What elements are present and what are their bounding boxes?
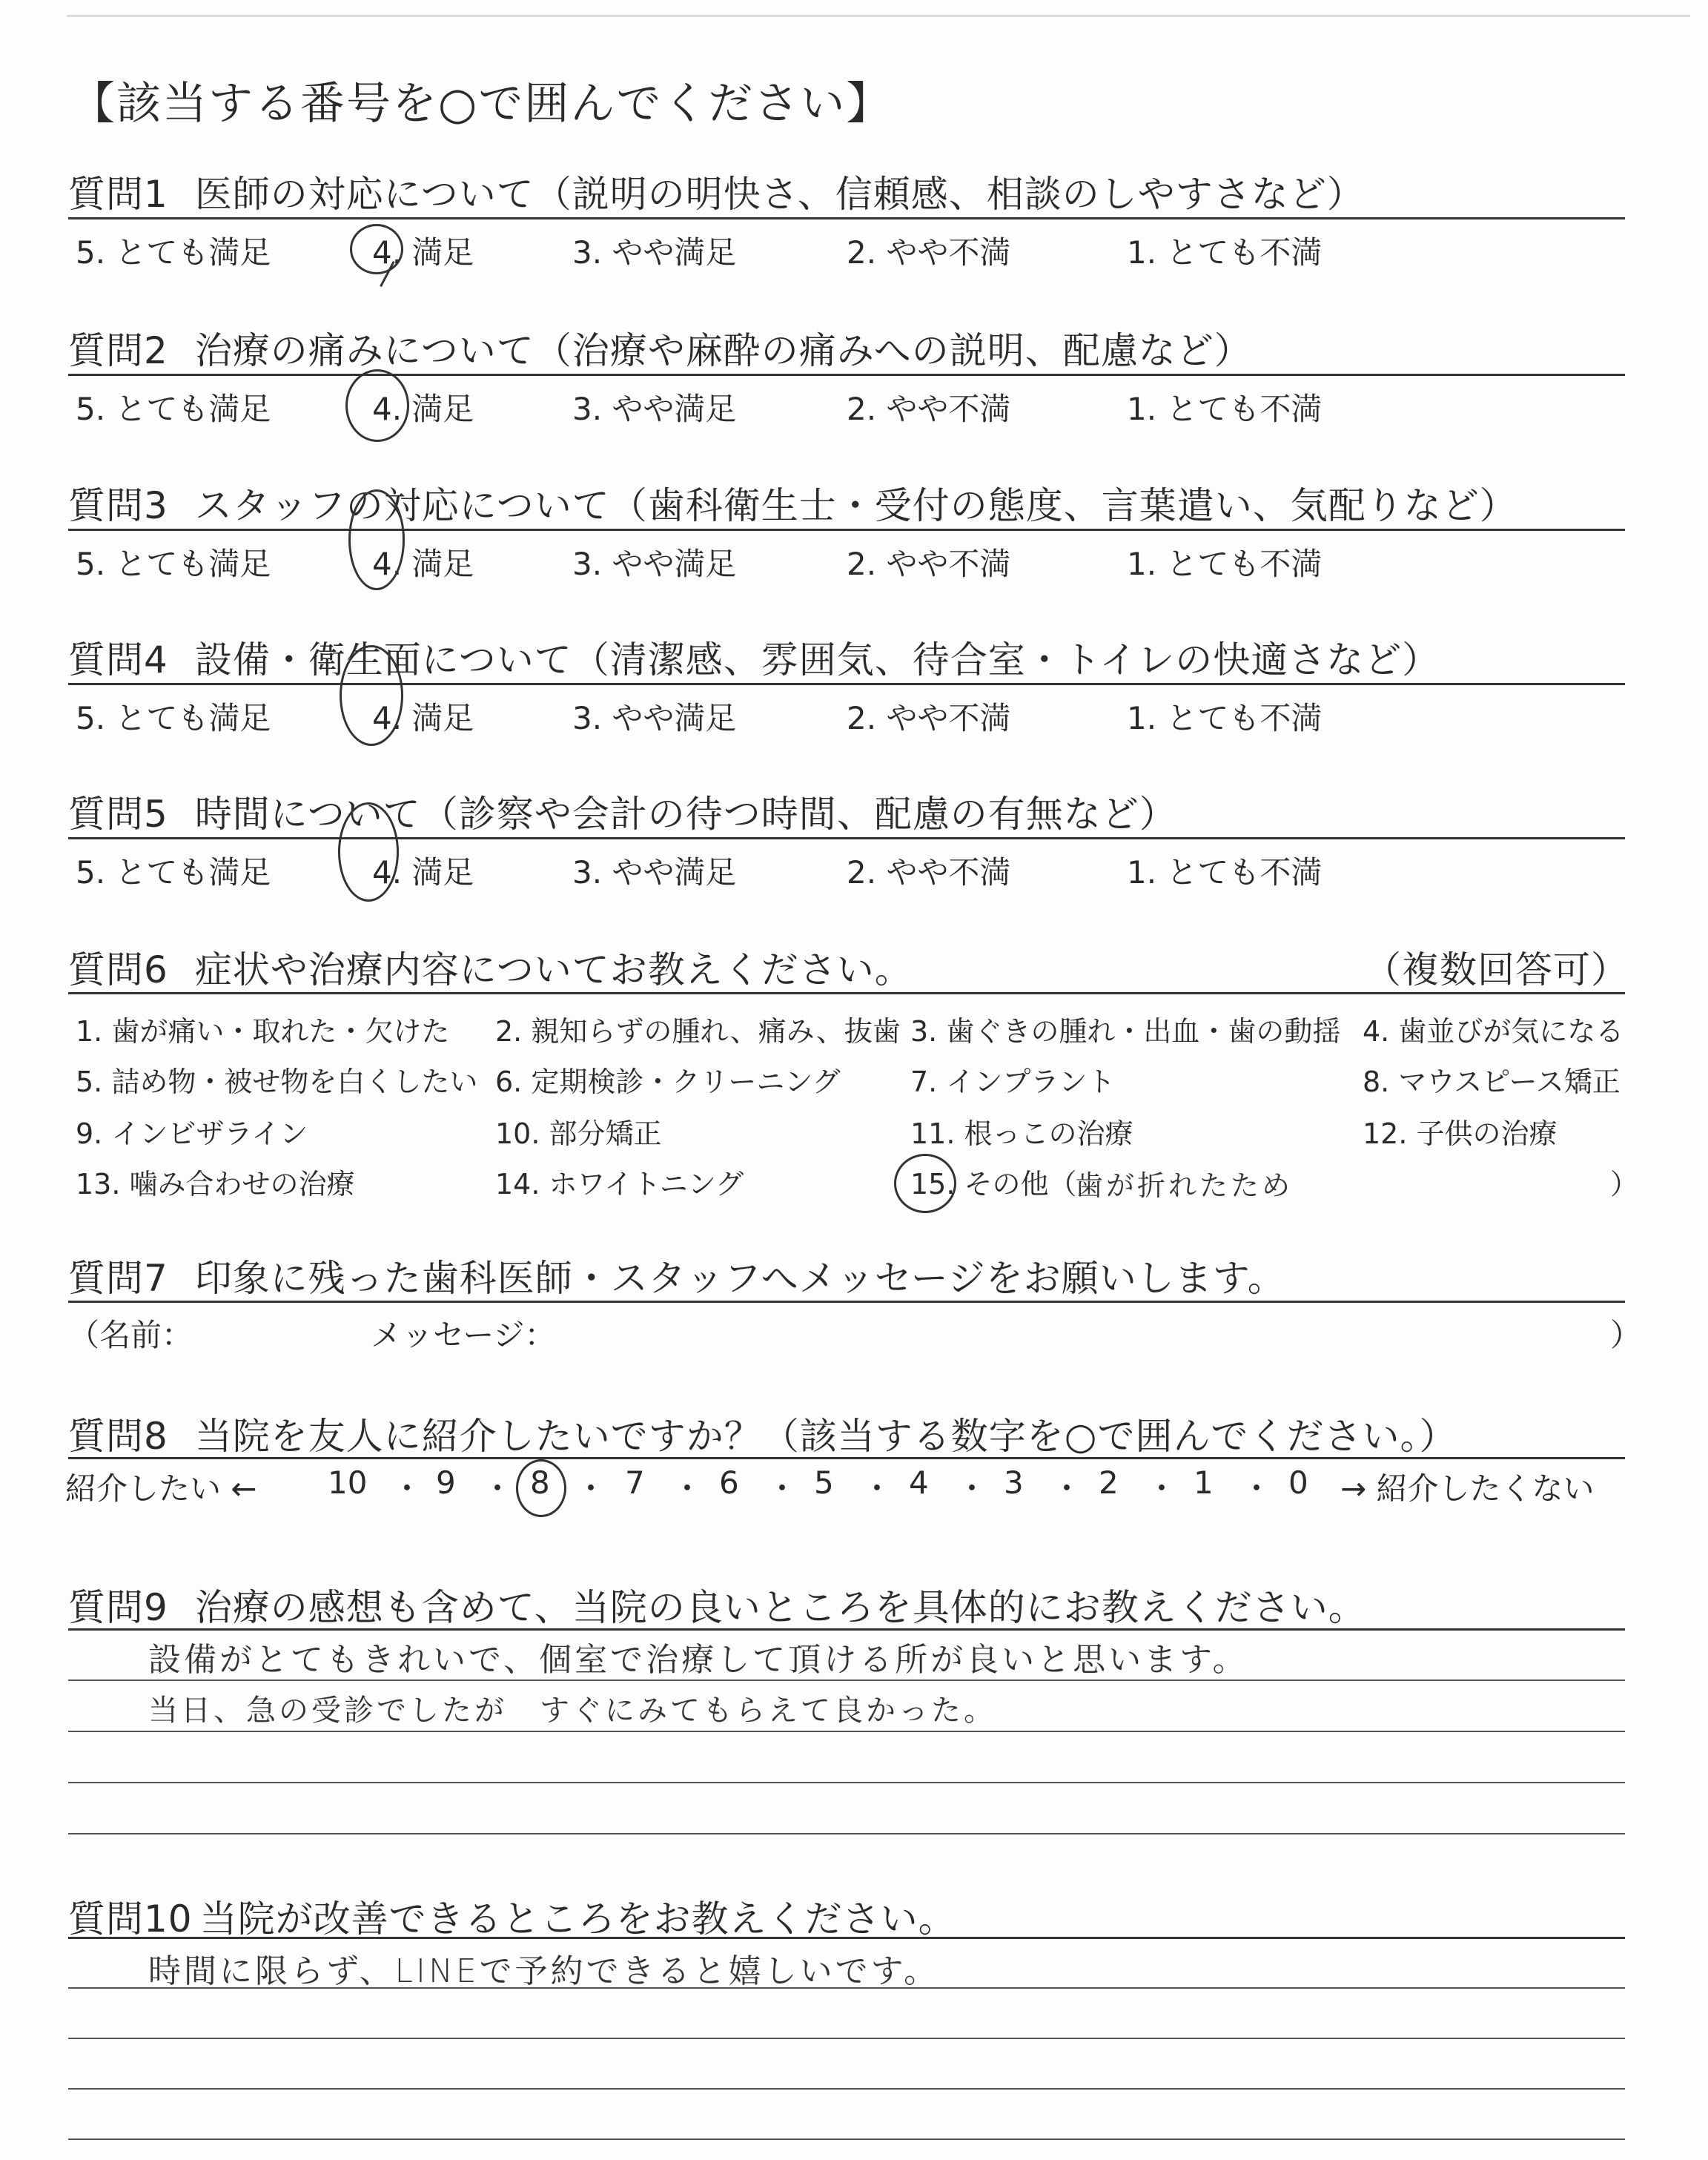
option-1[interactable]: 1. とても不満 [1127, 391, 1323, 427]
option-1[interactable]: 1. とても不満 [1127, 700, 1323, 736]
question-text: 当院が改善できるところをお教えください。 [199, 1898, 956, 1941]
scale-8[interactable]: 8 [530, 1464, 550, 1501]
scale-3[interactable]: 3 [1004, 1464, 1024, 1501]
answer-line [68, 1833, 1625, 1834]
question-1-rule [68, 217, 1625, 219]
question-text: 時間について（診察や会計の待つ時間、配慮の有無など） [194, 793, 1177, 836]
question-7-rule [68, 1301, 1625, 1303]
answer-line [68, 1731, 1625, 1732]
option-1[interactable]: 1. とても不満 [1127, 546, 1323, 582]
option-2[interactable]: 2. やや不満 [847, 391, 1011, 427]
question-text: スタッフの対応について（歯科衛生士・受付の態度、言葉遣い、気配りなど） [194, 484, 1517, 527]
option-1[interactable]: 1. とても不満 [1127, 854, 1323, 891]
answer-line [68, 2088, 1625, 2090]
answer-circle-mark [348, 489, 405, 590]
symptom-option[interactable]: 1. 歯が痛い・取れた・欠けた [76, 1015, 450, 1048]
scale-dot: ・ [575, 1470, 607, 1507]
name-label[interactable]: （名前： [68, 1317, 193, 1353]
question-number: 質問9 [68, 1586, 168, 1629]
scale-dot: ・ [767, 1470, 798, 1507]
message-close-paren: ） [1610, 1317, 1642, 1353]
answer-line [68, 1782, 1625, 1783]
symptom-option[interactable]: 4. 歯並びが気になる [1363, 1015, 1624, 1048]
question-number: 質問7 [68, 1257, 168, 1300]
answer-circle-mark [350, 224, 403, 274]
option-3[interactable]: 3. やや満足 [572, 391, 737, 427]
answer-circle-mark [345, 369, 409, 442]
question-text: 治療の痛みについて（治療や麻酔の痛みへの説明、配慮など） [194, 329, 1252, 372]
symptom-option[interactable]: 13. 噛み合わせの治療 [76, 1168, 355, 1200]
option-3[interactable]: 3. やや満足 [572, 546, 737, 582]
option-5[interactable]: 5. とても満足 [76, 854, 271, 891]
question-9-title [68, 1578, 1366, 1631]
page-top-edge [67, 15, 1690, 17]
question-2-title [68, 321, 1252, 374]
handwritten-answer-line[interactable]: 時間に限らず、LINEで予約できると嬉しいです。 [148, 1952, 940, 1990]
scale-1[interactable]: 1 [1194, 1464, 1214, 1501]
symptom-option[interactable]: 2. 親知らずの腫れ、痛み、抜歯 [495, 1015, 901, 1048]
question-5-rule [68, 837, 1625, 839]
question-text: 印象に残った歯科医師・スタッフへメッセージをお願いします。 [194, 1257, 1285, 1300]
option-2[interactable]: 2. やや不満 [847, 854, 1011, 891]
scale-10[interactable]: 10 [328, 1464, 368, 1501]
question-text: 治療の感想も含めて、当院の良いところを具体的にお教えください。 [194, 1586, 1366, 1629]
scale-dot: ・ [1051, 1470, 1083, 1507]
option-3[interactable]: 3. やや満足 [572, 700, 737, 736]
question-5-title [68, 785, 1177, 838]
question-number: 質問5 [68, 793, 168, 836]
symptom-option[interactable]: 6. 定期検診・クリーニング [495, 1066, 841, 1098]
question-10-rule [68, 1937, 1625, 1939]
question-6-title [68, 940, 913, 994]
answer-line [68, 2138, 1625, 2140]
question-text: 設備・衛生面について（清潔感、雰囲気、待合室・トイレの快適さなど） [194, 638, 1440, 681]
question-7-title [68, 1249, 1285, 1302]
symptom-option-other[interactable]: 15. その他（ [910, 1168, 1077, 1200]
option-2[interactable]: 2. やや不満 [847, 234, 1011, 271]
option-5[interactable]: 5. とても満足 [76, 546, 271, 582]
option-4[interactable]: 4. 満足 [372, 546, 474, 582]
scale-dot: ・ [1146, 1470, 1178, 1507]
message-label[interactable]: メッセージ： [371, 1317, 556, 1353]
option-5[interactable]: 5. とても満足 [76, 700, 271, 736]
option-3[interactable]: 3. やや満足 [572, 854, 737, 891]
question-10-title [68, 1889, 956, 1943]
question-text: 当院を友人に紹介したいですか？（該当する数字を○で囲んでください。） [194, 1415, 1457, 1458]
answer-line [68, 2038, 1625, 2039]
scale-dot: ・ [391, 1470, 423, 1507]
symptom-option[interactable]: 14. ホワイトニング [495, 1168, 744, 1200]
question-number: 質問2 [68, 329, 168, 372]
scale-5[interactable]: 5 [814, 1464, 834, 1501]
question-text: 症状や治療内容についてお教えください。 [194, 948, 913, 991]
other-close-paren: ） [1610, 1168, 1639, 1200]
option-2[interactable]: 2. やや不満 [847, 546, 1011, 582]
option-4[interactable]: 4. 満足 [372, 854, 474, 891]
question-8-rule [68, 1457, 1625, 1459]
answer-circle-mark [338, 802, 399, 902]
scale-dot: ・ [482, 1470, 514, 1507]
option-4[interactable]: 4. 満足 [372, 391, 474, 427]
option-5[interactable]: 5. とても満足 [76, 391, 271, 427]
question-number: 質問8 [68, 1415, 168, 1458]
question-number: 質問3 [68, 484, 168, 527]
handwritten-answer-line[interactable]: 設備がとてもきれいで、個室で治療して頂ける所が良いと思います。 [148, 1641, 1248, 1679]
option-5[interactable]: 5. とても満足 [76, 234, 271, 271]
symptom-option[interactable]: 3. 歯ぐきの腫れ・出血・歯の動揺 [910, 1015, 1341, 1048]
scale-7[interactable]: 7 [625, 1464, 645, 1501]
question-4-title [68, 630, 1440, 684]
recommend-left-label: 紹介したい ← [65, 1470, 257, 1507]
answer-circle-mark [516, 1459, 566, 1517]
answer-circle-mark [340, 645, 403, 746]
symptom-option[interactable]: 7. インプラント [910, 1066, 1116, 1098]
question-3-title [68, 476, 1517, 529]
symptom-option[interactable]: 9. インビザライン [76, 1117, 308, 1150]
other-handwritten-answer[interactable]: 歯が折れたため [1075, 1169, 1294, 1202]
scale-2[interactable]: 2 [1099, 1464, 1119, 1501]
question-number: 質問10 [68, 1898, 193, 1941]
scale-dot: ・ [1241, 1470, 1273, 1507]
recommend-right-label: → 紹介したくない [1340, 1470, 1595, 1507]
question-number: 質問4 [68, 638, 168, 681]
question-1-title [68, 165, 1365, 218]
scale-0[interactable]: 0 [1288, 1464, 1308, 1501]
multiple-answers-note: （複数回答可） [1364, 948, 1629, 991]
symptom-option[interactable]: 11. 根っこの治療 [910, 1117, 1133, 1150]
scale-9[interactable]: 9 [436, 1464, 456, 1501]
scale-dot: ・ [672, 1470, 704, 1507]
option-1[interactable]: 1. とても不満 [1127, 234, 1323, 271]
question-4-rule [68, 683, 1625, 685]
question-8-title [68, 1407, 1457, 1460]
symptom-option[interactable]: 10. 部分矯正 [495, 1117, 662, 1150]
scale-dot: ・ [861, 1470, 893, 1507]
question-3-rule [68, 529, 1625, 531]
scale-4[interactable]: 4 [909, 1464, 929, 1501]
option-3[interactable]: 3. やや満足 [572, 234, 737, 271]
symptom-option[interactable]: 8. マウスピース矯正 [1363, 1066, 1621, 1098]
option-4[interactable]: 4. 満足 [372, 234, 474, 271]
question-9-rule [68, 1628, 1625, 1631]
handwritten-answer-line[interactable]: 当日、急の受診でしたが すぐにみてもらえて良かった。 [148, 1694, 996, 1728]
question-number: 質問6 [68, 948, 168, 991]
question-2-rule [68, 374, 1625, 376]
option-2[interactable]: 2. やや不満 [847, 700, 1011, 736]
question-6-rule [68, 992, 1625, 994]
page-title: 【該当する番号を○で囲んでください】 [70, 78, 893, 130]
question-number: 質問1 [68, 173, 168, 216]
symptom-option[interactable]: 5. 詰め物・被せ物を白くしたい [76, 1066, 478, 1098]
answer-circle-mark [894, 1154, 956, 1213]
scale-dot: ・ [956, 1470, 988, 1507]
symptom-option[interactable]: 12. 子供の治療 [1363, 1117, 1558, 1150]
option-4[interactable]: 4. 満足 [372, 700, 474, 736]
scale-6[interactable]: 6 [719, 1464, 739, 1501]
question-text: 医師の対応について（説明の明快さ、信頼感、相談のしやすさなど） [194, 173, 1365, 216]
